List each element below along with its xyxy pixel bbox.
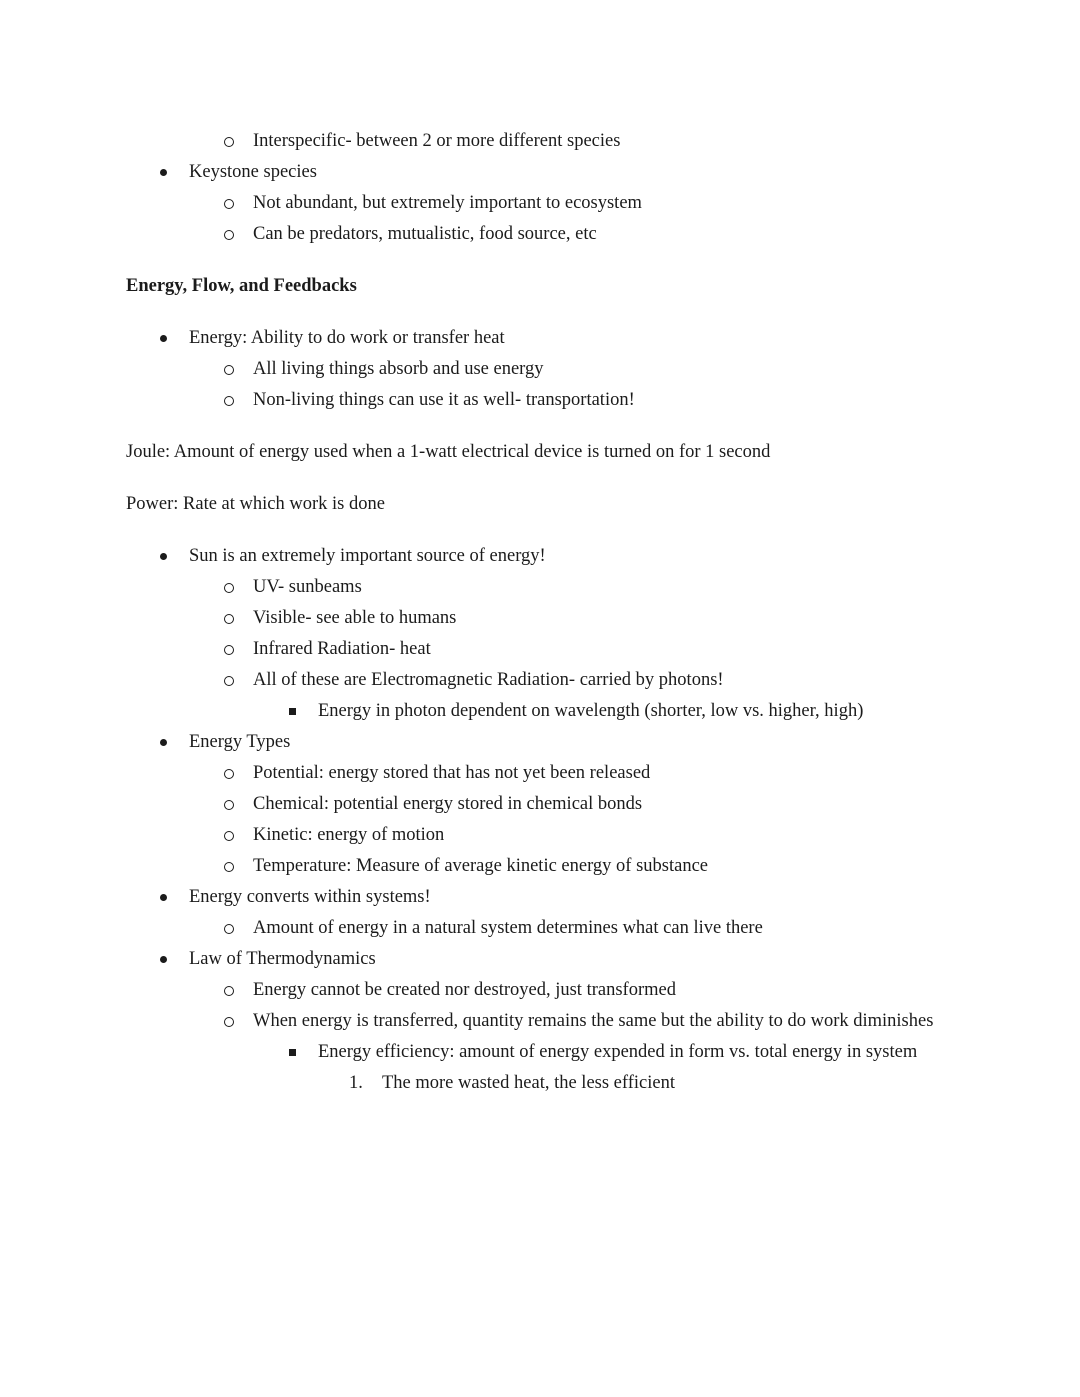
disc-bullet-icon [160,727,189,758]
list-item [126,820,954,851]
square-bullet-icon [289,696,318,727]
circle-bullet-icon [224,126,253,157]
list-item [126,1037,954,1068]
circle-bullet-icon [224,354,253,385]
disc-bullet-icon [160,323,189,354]
list-item-text: Keystone species [189,162,317,182]
list-item [126,323,954,354]
document-body [126,126,954,1099]
circle-bullet-icon [224,665,253,696]
circle-bullet-icon [224,758,253,789]
section-heading: Energy, Flow, and Feedbacks [126,276,357,296]
number-bullet-icon: 1. [349,1073,363,1093]
list-item-text: Amount of energy in a natural system determines what can live there [253,918,763,938]
list-item-text: Temperature: Measure of average kinetic energy of substance [253,856,709,876]
list-item-text: Law of Thermodynamics [189,949,376,969]
circle-bullet-icon [224,851,253,882]
circle-bullet-icon [224,219,253,250]
list-item [126,1006,954,1037]
disc-bullet-icon [160,882,189,913]
list-item [126,665,954,696]
list-item [126,219,954,250]
list-item [126,975,954,1006]
disc-bullet-icon [160,944,189,975]
list-item [126,696,954,727]
list-item [126,727,954,758]
circle-bullet-icon [224,572,253,603]
list-item-text: When energy is transferred, quantity remains the same but the ability to do work diminishes [253,1011,934,1031]
list-item-text: The more wasted heat, the less efficient [382,1073,675,1093]
list-item [126,789,954,820]
list-item [126,758,954,789]
list-item-text: All of these are Electromagnetic Radiation- carried by photons! [253,670,724,690]
list-item-text: Energy: Ability to do work or transfer heat [189,328,505,348]
list-item-text: Not abundant, but extremely important to ecosystem [253,193,642,213]
circle-bullet-icon [224,820,253,851]
list-item-text: Non-living things can use it as well- transportation! [253,390,635,410]
square-bullet-icon [289,1037,318,1068]
list-item [126,944,954,975]
list-item [126,385,954,416]
list-item [126,572,954,603]
list-item-text: UV- sunbeams [253,577,362,597]
list-item-text: Energy cannot be created nor destroyed, just transformed [253,980,676,1000]
list-item-text: Energy in photon dependent on wavelength (shorter, low vs. higher, high) [318,701,864,721]
list-item-text: Kinetic: energy of motion [253,825,445,845]
circle-bullet-icon [224,975,253,1006]
list-item [126,541,954,572]
circle-bullet-icon [224,913,253,944]
list-item [126,882,954,913]
circle-bullet-icon [224,188,253,219]
list-item [126,1068,954,1099]
list-item-text: Visible- see able to humans [253,608,457,628]
list-item-text: Infrared Radiation- heat [253,639,431,659]
list-item [126,603,954,634]
list-item-text: Can be predators, mutualistic, food source, etc [253,224,597,244]
paragraph: Joule: Amount of energy used when a 1-watt electrical device is turned on for 1 second [126,442,771,462]
circle-bullet-icon [224,789,253,820]
list-item [126,188,954,219]
paragraph: Power: Rate at which work is done [126,494,385,514]
disc-bullet-icon [160,157,189,188]
list-item [126,126,954,157]
list-item [126,157,954,188]
list-item-text: Energy Types [189,732,291,752]
list-item-text: Chemical: potential energy stored in chemical bonds [253,794,643,814]
list-item-text: Energy converts within systems! [189,887,431,907]
list-item [126,354,954,385]
list-item-text: Sun is an extremely important source of energy! [189,546,546,566]
list-item-text: All living things absorb and use energy [253,359,544,379]
list-item-text: Interspecific- between 2 or more different species [253,131,621,151]
disc-bullet-icon [160,541,189,572]
list-item-text: Potential: energy stored that has not yet been released [253,763,651,783]
list-item-text: Energy efficiency: amount of energy expended in form vs. total energy in system [318,1042,918,1062]
circle-bullet-icon [224,634,253,665]
circle-bullet-icon [224,603,253,634]
list-item [126,634,954,665]
circle-bullet-icon [224,1006,253,1037]
list-item [126,913,954,944]
circle-bullet-icon [224,385,253,416]
list-item [126,851,954,882]
